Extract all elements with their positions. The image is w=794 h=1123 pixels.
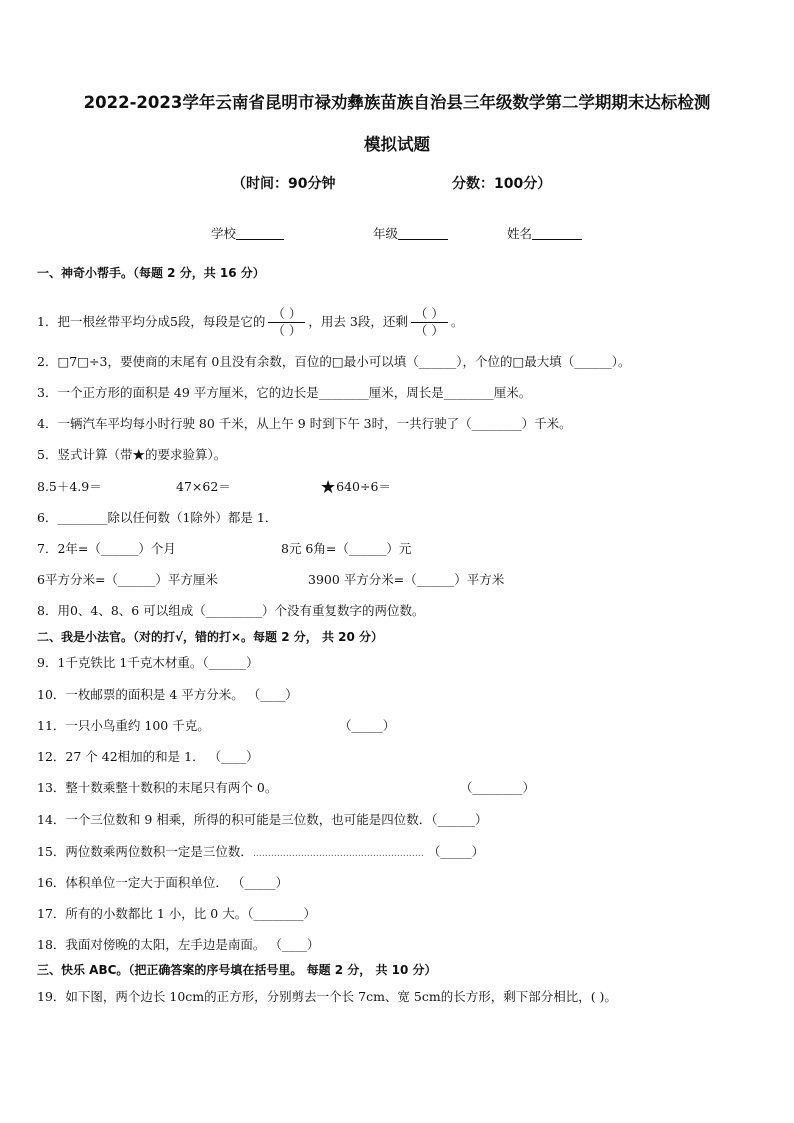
page-title: 2022-2023学年云南省昆明市禄劝彝族苗族自治县三年级数学第二学期期末达标检测 — [83, 93, 711, 112]
question-3: 3．一个正方形的面积是 49 平方厘米，它的边长是________厘米，周长是________厘米。 — [37, 385, 532, 400]
fraction-blank[interactable]: $\frac{( )}{( )}$ — [268, 306, 305, 339]
student-info — [0, 224, 794, 242]
calc-2: 47×62＝ — [176, 479, 231, 494]
question-6: 6．________除以任何数（1除外）都是 1． — [37, 510, 278, 525]
question-12: 12．27 个 42相加的和是 1． （____） — [37, 749, 259, 764]
exam-meta — [0, 173, 794, 193]
exam-score: 分数：100分） — [452, 176, 552, 192]
name-field[interactable]: 姓名 — [507, 224, 582, 242]
question-7a: 7．2年=（______）个月 — [37, 541, 176, 556]
question-5: 5．竖式计算（带★的要求验算）。 — [37, 447, 227, 462]
question-1: 1．把一根丝带平均分成5段，每段是它的 $\frac{( )}{( )}$ ，用去 3段，还剩 $\frac{( )}{( )}$ 。 — [37, 306, 464, 338]
section1-heading: 一、神奇小帮手。（每题 2 分，共 16 分） — [37, 266, 265, 280]
section2-heading: 二、我是小法官。（对的打√，错的打×。每题 2 分， 共 20 分） — [37, 630, 383, 644]
question-14: 14．一个三位数和 9 相乘，所得的积可能是三位数，也可能是四位数．（______） — [37, 812, 488, 827]
page-title-line2: 模拟试题 — [364, 135, 430, 154]
section3-heading: 三、快乐 ABC。（把正确答案的序号填在括号里。 每题 2 分， 共 10 分） — [37, 963, 437, 977]
leader-dots: ………………………………………………… — [252, 849, 424, 859]
question-17: 17．所有的小数都比 1 小，比 0 大。（________） — [37, 906, 316, 921]
question-18: 18．我面对傍晚的太阳，左手边是南面。 （____） — [37, 937, 320, 952]
question-9: 9．1千克铁比 1千克木材重。（______） — [37, 655, 259, 670]
answer-blank-13[interactable]: （________） — [460, 780, 536, 795]
question-15: 15．两位数乘两位数积一定是三位数．………………………………………………… （_____） — [37, 844, 485, 859]
question-7b: 8元 6角=（______）元 — [281, 541, 412, 556]
question-13: 13．整十数乘整十数积的末尾只有两个 0。 — [37, 780, 278, 795]
question-4: 4．一辆汽车平均每小时行驶 80 千米，从上午 9 时到下午 3时，一共行驶了（________）千米。 — [37, 416, 572, 431]
fraction-blank[interactable]: $\frac{( )}{( )}$ — [411, 306, 448, 339]
calc-3: ★640÷6＝ — [320, 477, 391, 498]
exam-time: （时间：90分钟 — [232, 176, 336, 192]
star-icon: ★ — [320, 477, 337, 498]
grade-field[interactable]: 年级 — [373, 224, 448, 242]
answer-blank-15[interactable]: （_____） — [427, 844, 485, 859]
question-7d: 3900 平方分米=（______）平方米 — [308, 572, 505, 587]
school-field[interactable]: 学校 — [211, 224, 284, 242]
answer-blank-11[interactable]: （_____） — [339, 718, 396, 733]
question-2: 2．□7□÷3，要使商的末尾有 0且没有余数，百位的□最小可以填（______），个位的□最大填（______）。 — [37, 354, 631, 369]
question-19: 19．如下图，两个边长 10cm的正方形，分别剪去一个长 7cm、宽 5cm的长方形，剩下部分相比，( )。 — [37, 989, 617, 1004]
calc-1: 8.5＋4.9＝ — [37, 479, 102, 494]
question-16: 16．体积单位一定大于面积单位． （_____） — [37, 875, 289, 890]
question-11: 11．一只小鸟重约 100 千克。 — [37, 718, 210, 733]
question-8: 8．用0、4、8、6 可以组成（_________）个没有重复数字的两位数。 — [37, 603, 425, 618]
question-10: 10．一枚邮票的面积是 4 平方分米。 （____） — [37, 687, 298, 702]
question-7c: 6平方分米=（______）平方厘米 — [37, 572, 218, 587]
